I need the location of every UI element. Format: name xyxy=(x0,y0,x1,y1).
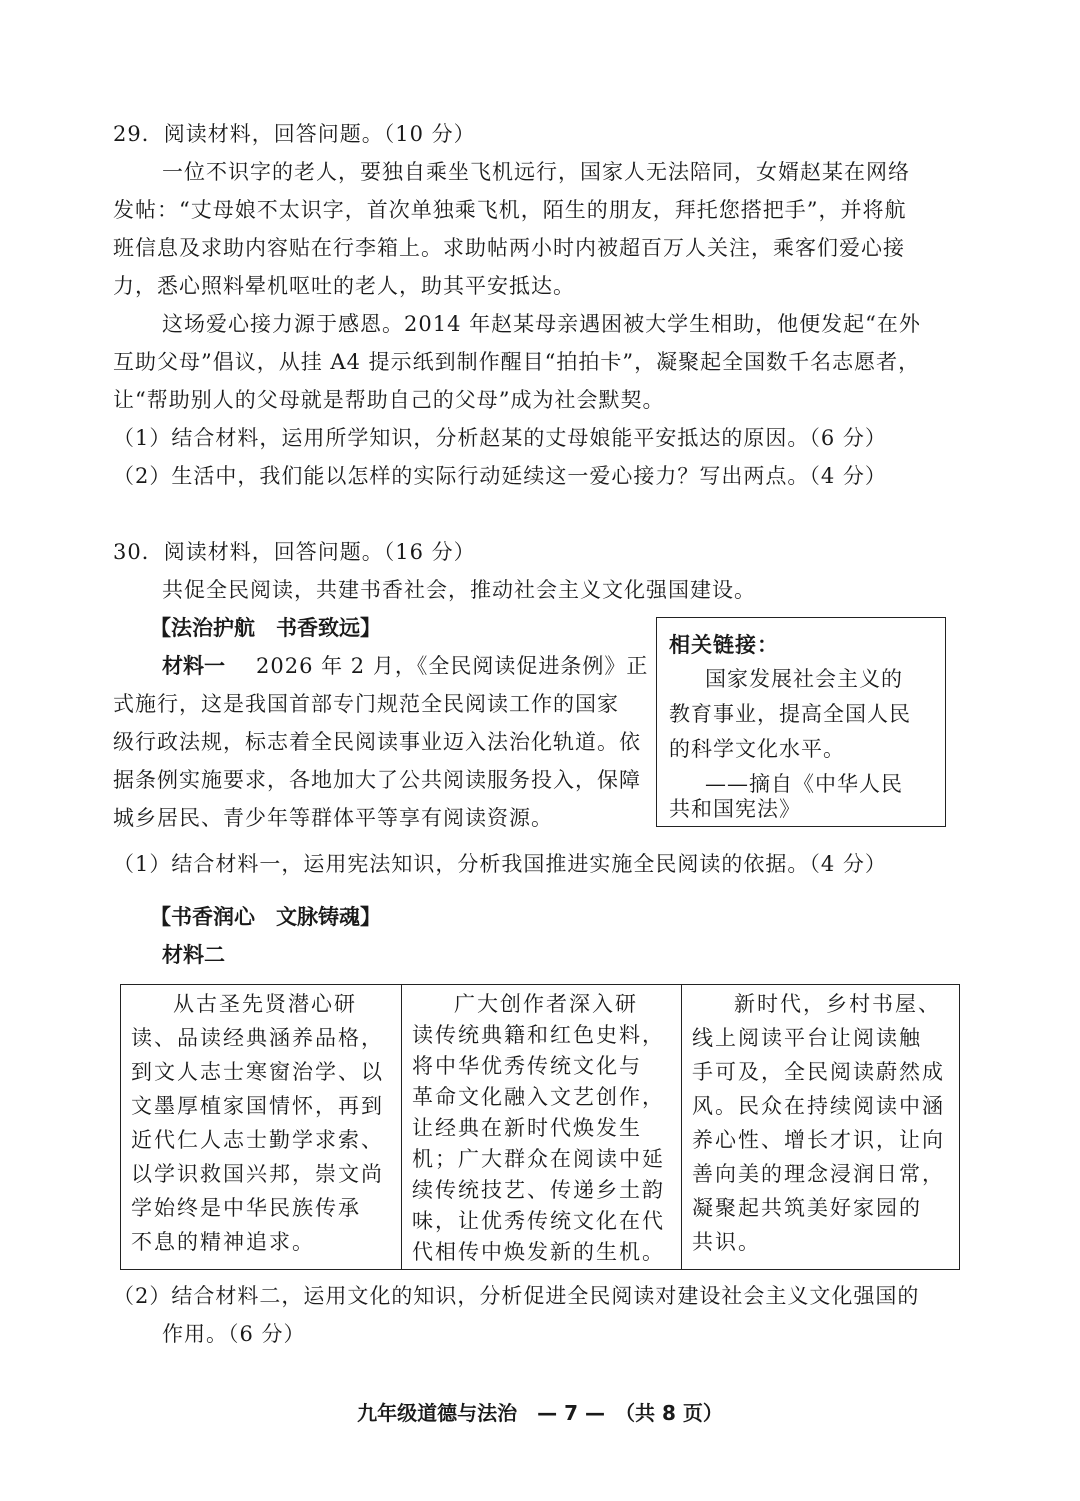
material1-label: 材料一 xyxy=(162,654,225,678)
q29-sub1: （1）结合材料，运用所学知识，分析赵某的丈母娘能平安抵达的原因。（6 分） xyxy=(113,426,887,450)
material2-cell-line: 凝聚起共筑美好家园的 xyxy=(692,1196,922,1220)
material2-cell xyxy=(681,985,958,1269)
material2-table xyxy=(120,984,960,1270)
material2-cell-line: 不息的精神追求。 xyxy=(131,1230,315,1254)
material2-cell-line: 味，让优秀传统文化在代 xyxy=(412,1209,665,1233)
q29-para1-line: 班信息及求助内容贴在行李箱上。求助帖两小时内被超百万人关注，乘客们爱心接 xyxy=(113,236,905,260)
material2-cell-line: 近代仁人志士勤学求索、 xyxy=(131,1128,384,1152)
q30-heading: 30．阅读材料，回答问题。（16 分） xyxy=(113,540,476,564)
related-link-source: 共和国宪法》 xyxy=(669,797,801,821)
q29-heading: 29．阅读材料，回答问题。（10 分） xyxy=(113,122,476,146)
q30-sub2: （2）结合材料二，运用文化的知识，分析促进全民阅读对建设社会主义文化强国的 xyxy=(113,1284,920,1308)
related-link-line: 国家发展社会主义的 xyxy=(705,667,903,691)
material2-cell-line: 到文人志士寒窗治学、以 xyxy=(131,1060,384,1084)
material1-line: 城乡居民、青少年等群体平等享有阅读资源。 xyxy=(113,806,553,830)
material2-cell-line: 广大创作者深入研 xyxy=(454,992,638,1016)
q30-sub2-cont: 作用。（6 分） xyxy=(162,1322,306,1346)
q29-sub2: （2）生活中，我们能以怎样的实际行动延续这一爱心接力？写出两点。（4 分） xyxy=(113,464,887,488)
material2-cell-line: 学始终是中华民族传承 xyxy=(131,1196,361,1220)
material2-cell xyxy=(121,985,401,1269)
material2-cell-line: 善向美的理念浸润日常， xyxy=(692,1162,945,1186)
related-link-title: 相关链接： xyxy=(669,633,779,657)
material2-cell-line: 读传统典籍和红色史料， xyxy=(412,1023,665,1047)
related-link-line: 教育事业，提高全国人民 xyxy=(669,702,911,726)
material2-cell-line: 革命文化融入文艺创作， xyxy=(412,1085,665,1109)
material2-cell-line: 以学识救国兴邦，崇文尚 xyxy=(131,1162,384,1186)
material2-cell-line: 线上阅读平台让阅读触 xyxy=(692,1026,922,1050)
material2-cell-line: 新时代，乡村书屋、 xyxy=(734,992,941,1016)
q29-para2-line: 让“帮助别人的父母就是帮助自己的父母”成为社会默契。 xyxy=(113,388,665,412)
material2-cell xyxy=(401,985,681,1269)
material2-cell-line: 让经典在新时代焕发生 xyxy=(412,1116,642,1140)
material2-cell-line: 风。民众在持续阅读中涵 xyxy=(692,1094,945,1118)
q29-para1-line: 发帖：“丈母娘不太识字，首次单独乘飞机，陌生的朋友，拜托您搭把手”，并将航 xyxy=(113,198,907,222)
related-link-source: ——摘自《中华人民 xyxy=(705,772,903,796)
material1-line: 2026 年 2 月，《全民阅读促进条例》正 xyxy=(256,654,649,678)
section-title-culture: 【书香润心 文脉铸魂】 xyxy=(150,905,381,929)
material1-line: 据条例实施要求，各地加大了公共阅读服务投入，保障 xyxy=(113,768,641,792)
related-link-box xyxy=(656,617,946,827)
material2-cell-line: 文墨厚植家国情怀，再到 xyxy=(131,1094,384,1118)
section-title-rule-of-law: 【法治护航 书香致远】 xyxy=(150,616,381,640)
material2-cell-line: 手可及，全民阅读蔚然成 xyxy=(692,1060,945,1084)
related-link-line: 的科学文化水平。 xyxy=(669,737,845,761)
q30-intro: 共促全民阅读，共建书香社会，推动社会主义文化强国建设。 xyxy=(162,578,756,602)
q29-para2-line: 互助父母”倡议，从挂 A4 提示纸到制作醒目“拍拍卡”，凝聚起全国数千名志愿者， xyxy=(113,350,921,374)
material2-cell-line: 将中华优秀传统文化与 xyxy=(412,1054,642,1078)
material1-line: 级行政法规，标志着全民阅读事业迈入法治化轨道。依 xyxy=(113,730,641,754)
material2-cell-line: 机；广大群众在阅读中延 xyxy=(412,1147,665,1171)
material2-cell-line: 续传统技艺、传递乡土韵 xyxy=(412,1178,665,1202)
q29-para1-line: 力，悉心照料晕机呕吐的老人，助其平安抵达。 xyxy=(113,274,575,298)
material2-cell-line: 共识。 xyxy=(692,1230,761,1254)
q30-sub1: （1）结合材料一，运用宪法知识，分析我国推进实施全民阅读的依据。（4 分） xyxy=(113,852,887,876)
page-footer: 九年级道德与法治 — 7 — （共 8 页） xyxy=(357,1401,723,1425)
material1-line: 式施行，这是我国首部专门规范全民阅读工作的国家 xyxy=(113,692,619,716)
material2-cell-line: 代相传中焕发新的生机。 xyxy=(412,1240,665,1264)
material2-cell-line: 养心性、增长才识，让向 xyxy=(692,1128,945,1152)
material2-label: 材料二 xyxy=(162,943,225,967)
q29-para2-line: 这场爱心接力源于感恩。2014 年赵某母亲遇困被大学生相助，他便发起“在外 xyxy=(162,312,921,336)
material2-cell-line: 从古圣先贤潜心研 xyxy=(173,992,357,1016)
q29-para1-line: 一位不识字的老人，要独自乘坐飞机远行，国家人无法陪同，女婿赵某在网络 xyxy=(162,160,910,184)
material2-cell-line: 读、品读经典涵养品格， xyxy=(131,1026,384,1050)
